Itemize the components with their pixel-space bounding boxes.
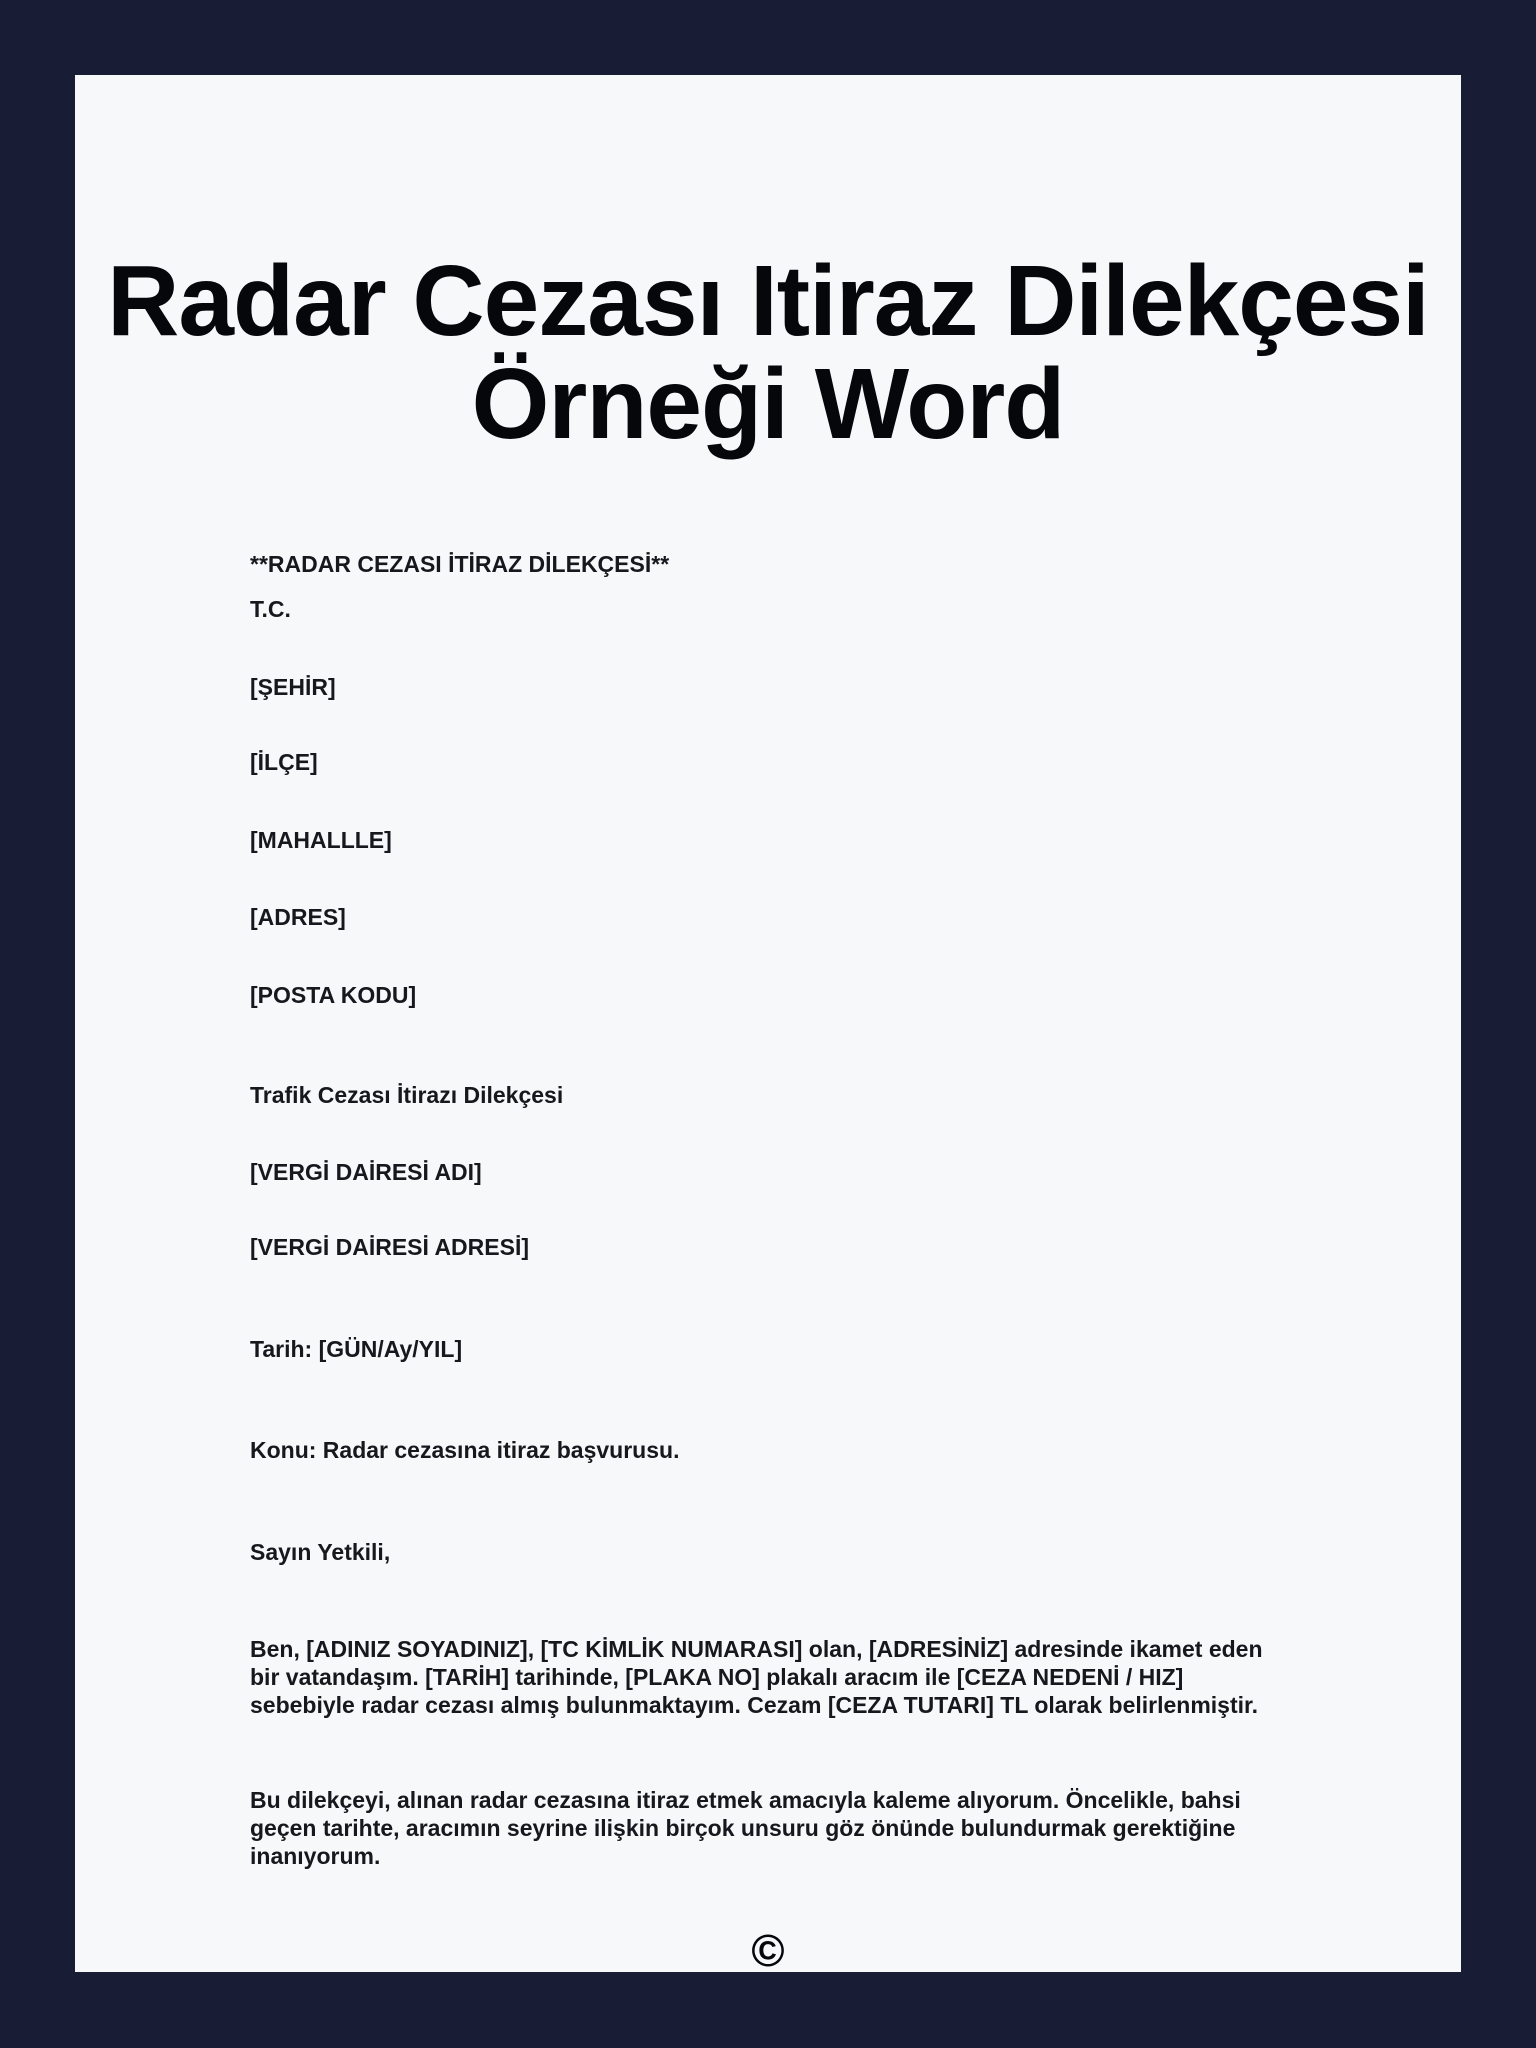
- doc-line-konu: Konu: Radar cezasına itiraz başvurusu.: [250, 1437, 680, 1463]
- doc-placeholder-posta: [POSTA KODU]: [250, 982, 417, 1008]
- doc-paragraph-itiraz: Bu dilekçeyi, alınan radar cezasına itiraz etmek amacıyla kaleme alıyorum. Öncelikle, bahsi geçen tarihte, aracımın seyrine ilişkin birçok unsuru göz önünde bulundurmak gerektiğine inanıyorum.: [250, 1787, 1241, 1869]
- page-title-line-2: Örneği Word: [471, 348, 1065, 460]
- doc-placeholder-vergi-adi: [VERGİ DAİRESİ ADI]: [250, 1159, 482, 1185]
- doc-placeholder-mahalle: [MAHALLLE]: [250, 827, 392, 853]
- sheet-footer: [75, 1925, 1461, 1976]
- page-title-line-1: Radar Cezası Itiraz Dilekçesi: [107, 245, 1429, 357]
- doc-line-tarih: Tarih: [GÜN/Ay/YIL]: [250, 1336, 463, 1362]
- document-sheet: [75, 75, 1461, 1976]
- doc-placeholder-adres: [ADRES]: [250, 904, 346, 930]
- copyright-icon: ©: [751, 1925, 785, 1976]
- document-body: [75, 550, 1288, 1870]
- doc-heading-line: **RADAR CEZASI İTİRAZ DİLEKÇESİ**: [250, 551, 670, 577]
- doc-placeholder-ilce: [İLÇE]: [250, 749, 318, 775]
- doc-placeholder-sehir: [ŞEHİR]: [250, 674, 336, 700]
- doc-line-trafik-baslik: Trafik Cezası İtirazı Dilekçesi: [250, 1082, 564, 1108]
- doc-paragraph-kimlik: Ben, [ADINIZ SOYADINIZ], [TC KİMLİK NUMARASI] olan, [ADRESİNİZ] adresinde ikamet eden bir vatandaşım. [TARİH] tarihinde, [PLAKA NO] plakalı aracım ile [CEZA NEDENİ / HIZ] sebebiyle radar cezası almış bulunmaktayım. Cezam [CEZA TUTARI] TL olarak belirlenmiştir.: [250, 1636, 1263, 1718]
- doc-line-tc: T.C.: [250, 596, 291, 622]
- doc-placeholder-vergi-adresi: [VERGİ DAİRESİ ADRESİ]: [250, 1234, 530, 1260]
- doc-line-selamlama: Sayın Yetkili,: [250, 1539, 391, 1565]
- page-title: [75, 75, 1461, 460]
